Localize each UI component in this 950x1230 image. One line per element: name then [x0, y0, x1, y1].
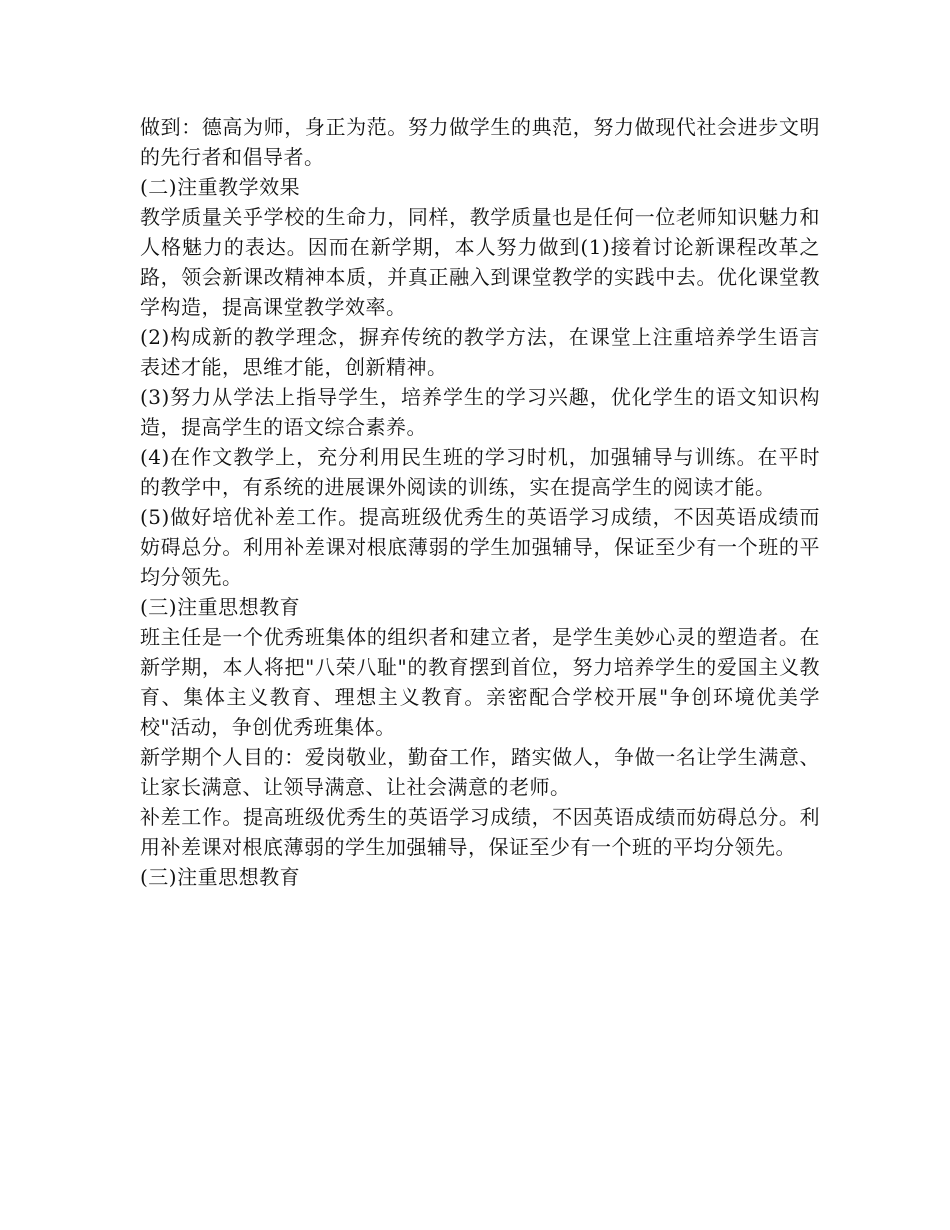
paragraph-11: 补差工作。提高班级优秀生的英语学习成绩，不因英语成绩而妨碍总分。利用补差课对根底薄弱的学生加强辅导，保证至少有一个班的平均分领先。	[140, 805, 820, 859]
paragraph-9: 班主任是一个优秀班集体的组织者和建立者，是学生美妙心灵的塑造者。在新学期，本人将把"八荣八耻"的教育摆到首位，努力培养学生的爱国主义教育、集体主义教育、理想主义教育。亲密配合学校开展"争创环境优美学校"活动，争创优秀班集体。	[140, 625, 820, 739]
paragraph-5: (3)努力从学法上指导学生，培养学生的学习兴趣，优化学生的语文知识构造，提高学生的语文综合素养。	[140, 385, 820, 439]
paragraph-1: 做到：德高为师，身正为范。努力做学生的典范，努力做现代社会进步文明的先行者和倡导者。	[140, 115, 820, 169]
paragraph-10: 新学期个人目的：爱岗敬业，勤奋工作，踏实做人，争做一名让学生满意、让家长满意、让领导满意、让社会满意的老师。	[140, 745, 820, 799]
section-heading-3-repeat: (三)注重思想教育	[140, 865, 301, 889]
paragraph-6: (4)在作文教学上，充分利用民生班的学习时机，加强辅导与训练。在平时的教学中，有系统的进展课外阅读的训练，实在提高学生的阅读才能。	[140, 445, 820, 499]
section-heading-2: (二)注重教学效果	[140, 175, 301, 199]
paragraph-7: (5)做好培优补差工作。提高班级优秀生的英语学习成绩，不因英语成绩而妨碍总分。利用补差课对根底薄弱的学生加强辅导，保证至少有一个班的平均分领先。	[140, 505, 820, 589]
paragraph-4: (2)构成新的教学理念，摒弃传统的教学方法，在课堂上注重培养学生语言表述才能，思维才能，创新精神。	[140, 325, 820, 379]
paragraph-3: 教学质量关乎学校的生命力，同样，教学质量也是任何一位老师知识魅力和人格魅力的表达。因而在新学期，本人努力做到(1)接着讨论新课程改革之路，领会新课改精神本质，并真正融入到课堂教学的实践中去。优化课堂教学构造，提高课堂教学效率。	[140, 205, 820, 319]
document-body	[140, 112, 820, 892]
section-heading-3: (三)注重思想教育	[140, 595, 301, 619]
